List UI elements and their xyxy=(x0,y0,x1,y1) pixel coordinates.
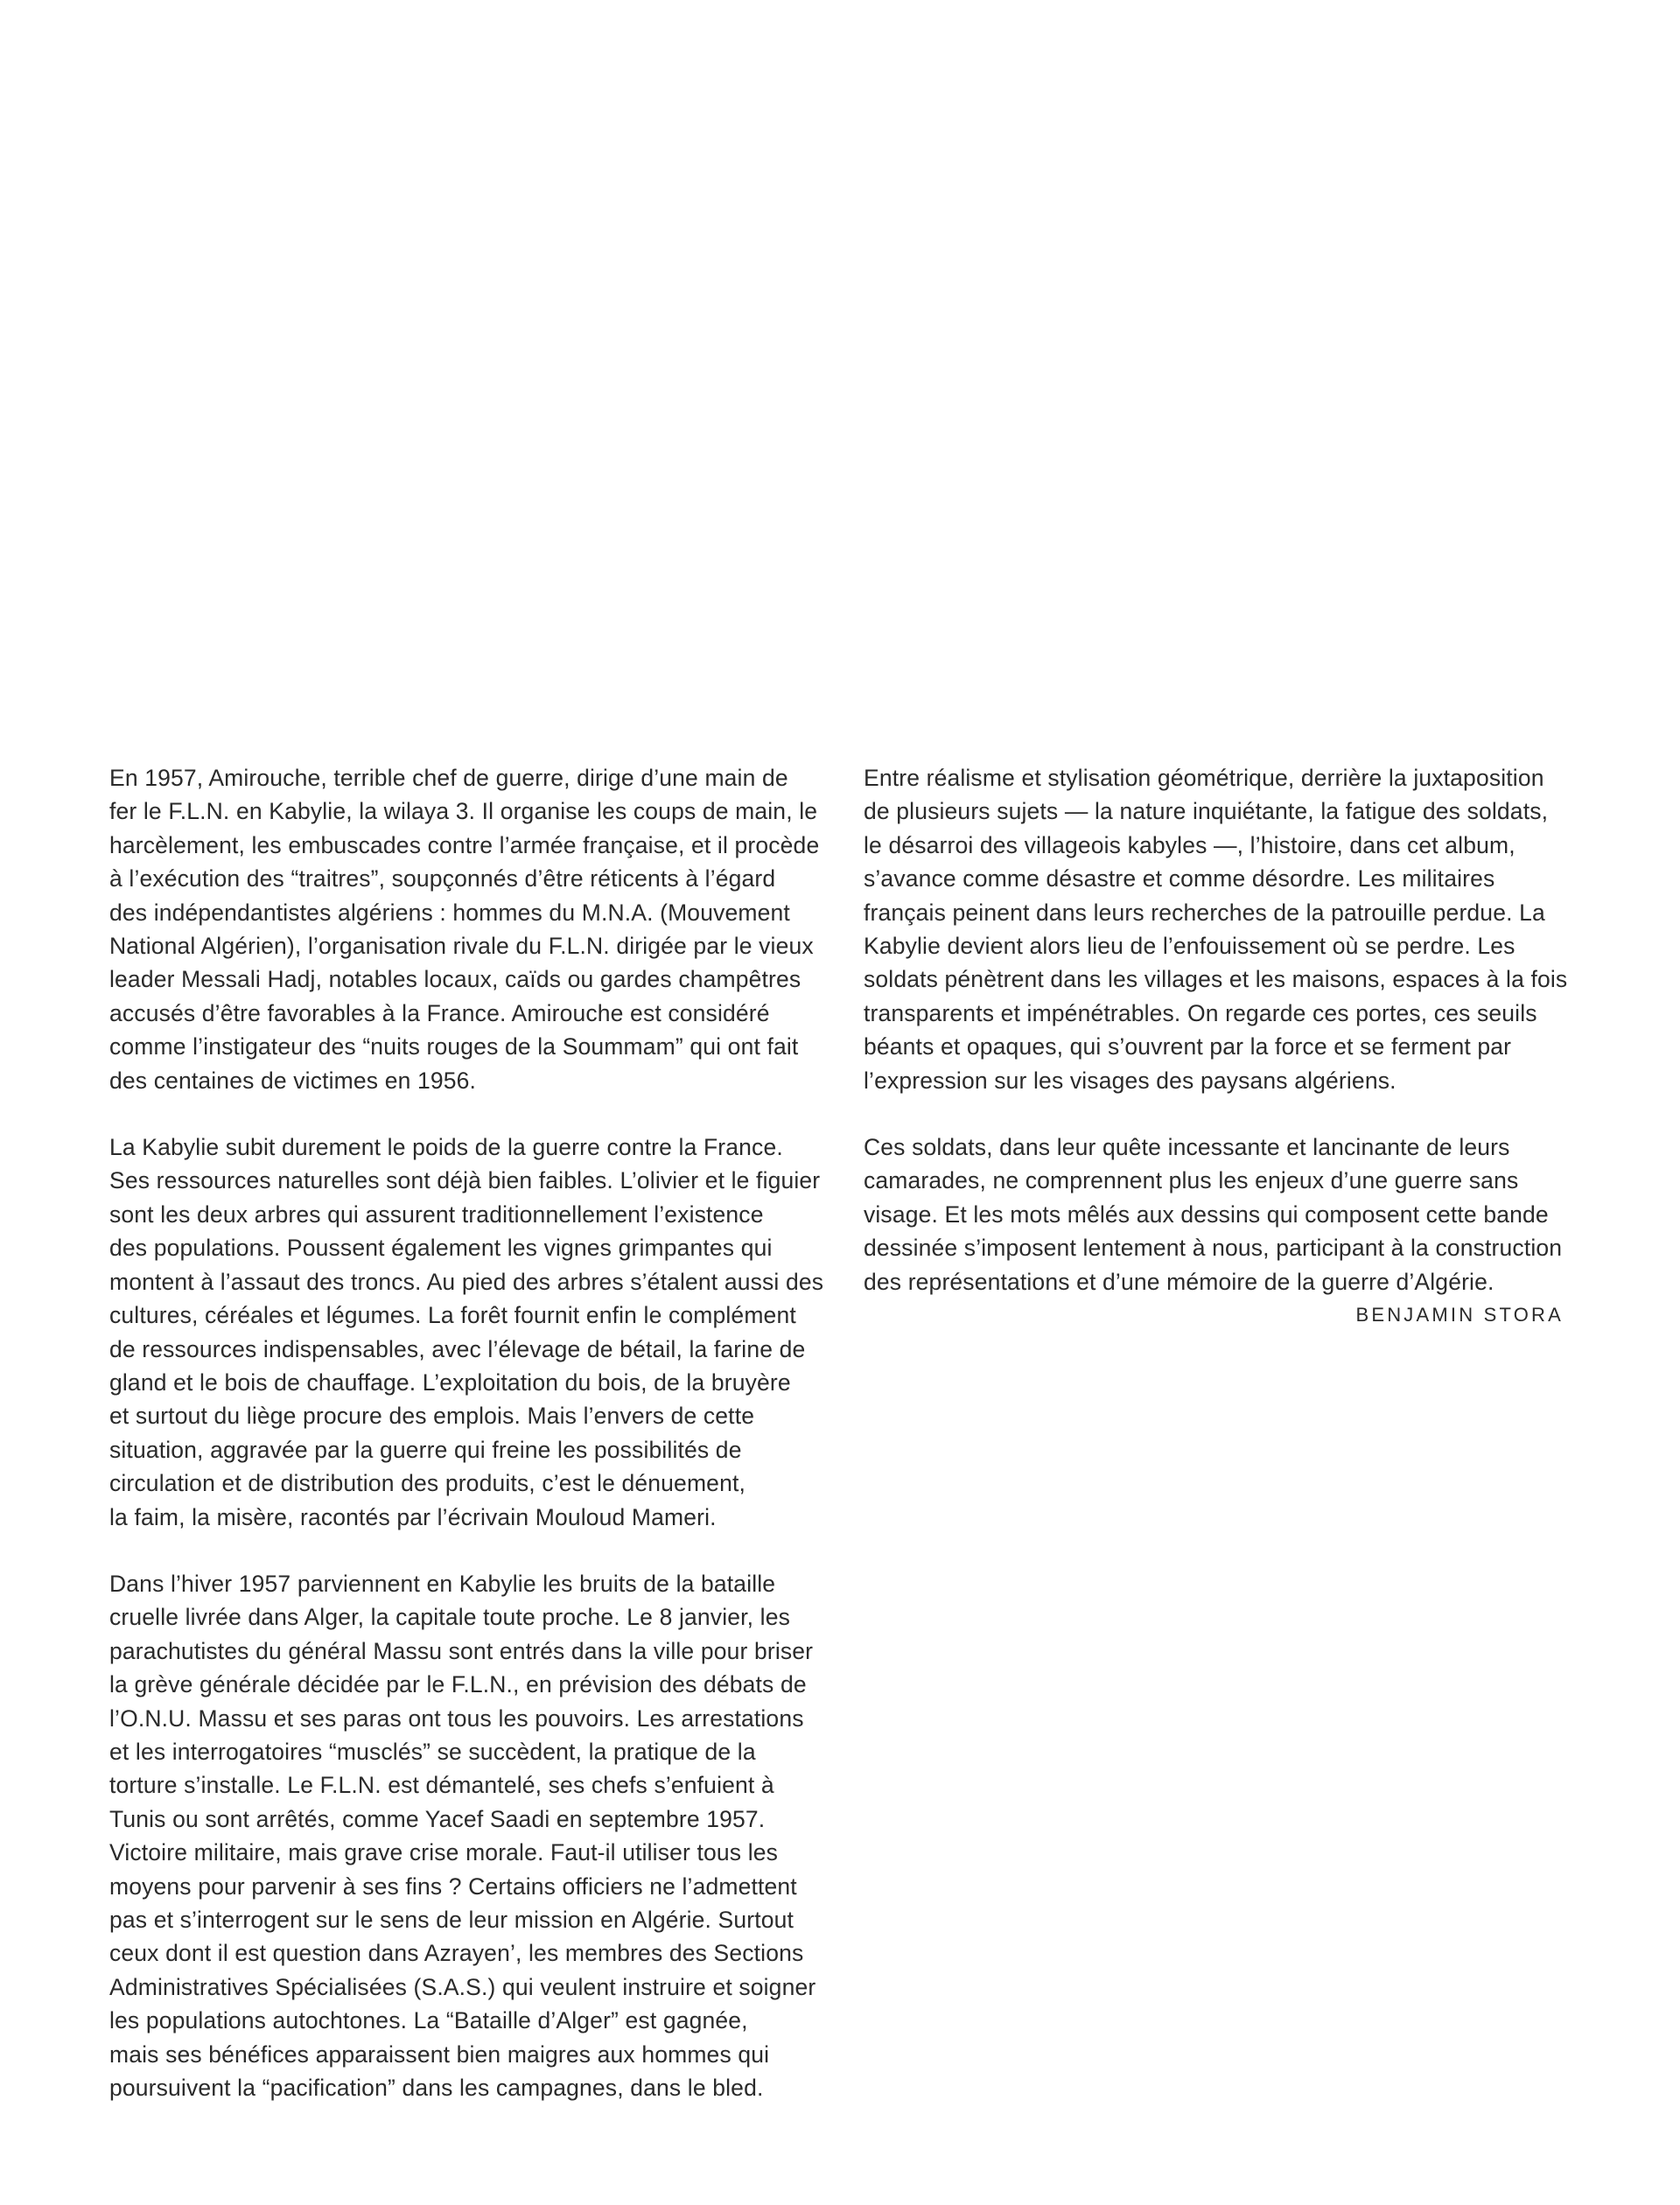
author-signature: BENJAMIN STORA xyxy=(1355,1304,1564,1326)
paragraph-1 xyxy=(109,761,820,1097)
text-line: dessinée s’imposent lentement à nous, participant à la construction xyxy=(864,1235,1563,1262)
text-line: National Algérien), l’organisation rivale du F.L.N. dirigée par le vieux xyxy=(109,933,814,960)
text-line: La Kabylie subit durement le poids de la guerre contre la France. xyxy=(109,1134,783,1161)
text-line: et les interrogatoires “musclés” se succèdent, la pratique de la xyxy=(109,1738,756,1765)
text-line: poursuivent la “pacification” dans les campagnes, dans le bled. xyxy=(109,2075,764,2102)
text-line: Victoire militaire, mais grave crise morale. Faut-il utiliser tous les xyxy=(109,1839,779,1866)
text-line: montent à l’assaut des troncs. Au pied des arbres s’étalent aussi des xyxy=(109,1268,824,1295)
text-line: et surtout du liège procure des emplois. Mais l’envers de cette xyxy=(109,1403,755,1430)
text-line: Ces soldats, dans leur quête incessante et lancinante de leurs xyxy=(864,1134,1510,1161)
text-line: de ressources indispensables, avec l’élevage de bétail, la farine de xyxy=(109,1335,806,1362)
text-line: fer le F.L.N. en Kabylie, la wilaya 3. Il organise les coups de main, le xyxy=(109,798,818,825)
text-line: Dans l’hiver 1957 parviennent en Kabylie les bruits de la bataille xyxy=(109,1570,776,1597)
text-line: leader Messali Hadj, notables locaux, caïds ou gardes champêtres xyxy=(109,966,802,993)
text-line: ceux dont il est question dans Azrayen’, les membres des Sections xyxy=(109,1940,804,1967)
text-line: camarades, ne comprennent plus les enjeux d’une guerre sans xyxy=(864,1167,1519,1194)
text-line: Tunis ou sont arrêtés, comme Yacef Saadi en septembre 1957. xyxy=(109,1805,766,1832)
text-line: situation, aggravée par la guerre qui freine les possibilités de xyxy=(109,1436,742,1463)
text-line: la grève générale décidée par le F.L.N., en prévision des débats de xyxy=(109,1671,807,1698)
text-line: gland et le bois de chauffage. L’exploitation du bois, de la bruyère xyxy=(109,1368,791,1396)
text-line: En 1957, Amirouche, terrible chef de guerre, dirige d’une main de xyxy=(109,765,788,791)
text-line: cultures, céréales et légumes. La forêt fournit enfin le complément xyxy=(109,1302,796,1329)
left-column xyxy=(109,761,824,2138)
text-line: Ses ressources naturelles sont déjà bien faibles. L’olivier et le figuier xyxy=(109,1167,821,1194)
text-line: s’avance comme désastre et comme désordre. Les militaires xyxy=(864,865,1495,892)
text-line: visage. Et les mots mêlés aux dessins qui composent cette bande xyxy=(864,1200,1549,1228)
text-line: des centaines de victimes en 1956. xyxy=(109,1067,477,1094)
text-line: de plusieurs sujets — la nature inquiétante, la fatigue des soldats, xyxy=(864,798,1549,825)
text-line: l’O.N.U. Massu et ses paras ont tous les pouvoirs. Les arrestations xyxy=(109,1704,804,1732)
paragraph-4 xyxy=(864,761,1568,1097)
text-line: béants et opaques, qui s’ouvrent par la force et se ferment par xyxy=(864,1033,1512,1060)
text-line: accusés d’être favorables à la France. Amirouche est considéré xyxy=(109,999,770,1026)
right-column xyxy=(864,761,1568,1333)
text-line: des populations. Poussent également les vignes grimpantes qui xyxy=(109,1235,773,1262)
text-line: mais ses bénéfices apparaissent bien maigres aux hommes qui xyxy=(109,2040,770,2068)
text-line: Administratives Spécialisées (S.A.S.) qui veulent instruire et soigner xyxy=(109,1973,816,2000)
text-line: Entre réalisme et stylisation géométrique, derrière la juxtaposition xyxy=(864,765,1544,791)
text-line: moyens pour parvenir à ses fins ? Certains officiers ne l’admettent xyxy=(109,1872,797,1900)
text-line: soldats pénètrent dans les villages et les maisons, espaces à la fois xyxy=(864,966,1568,993)
text-line: torture s’installe. Le F.L.N. est démantelé, ses chefs s’enfuient à xyxy=(109,1772,774,1799)
text-line: l’expression sur les visages des paysans algériens. xyxy=(864,1067,1396,1094)
text-line: circulation et de distribution des produits, c’est le dénuement, xyxy=(109,1470,746,1497)
text-line: harcèlement, les embuscades contre l’armée française, et il procède xyxy=(109,831,820,858)
paragraph-2 xyxy=(109,1130,824,1534)
text-line: cruelle livrée dans Alger, la capitale toute proche. Le 8 janvier, les xyxy=(109,1604,790,1631)
text-line: comme l’instigateur des “nuits rouges de la Soummam” qui ont fait xyxy=(109,1033,799,1060)
text-line: les populations autochtones. La “Bataille d’Alger” est gagnée, xyxy=(109,2007,748,2034)
paragraph-5 xyxy=(864,1130,1564,1298)
text-line: des représentations et d’une mémoire de la guerre d’Algérie. xyxy=(864,1268,1494,1295)
paragraph-3 xyxy=(109,1567,816,2105)
text-line: français peinent dans leurs recherches de la patrouille perdue. La xyxy=(864,899,1545,926)
text-line: parachutistes du général Massu sont entrés dans la ville pour briser xyxy=(109,1637,814,1664)
text-line: le désarroi des villageois kabyles —, l’histoire, dans cet album, xyxy=(864,831,1516,858)
text-line: sont les deux arbres qui assurent traditionnellement l’existence xyxy=(109,1200,764,1228)
text-line: transparents et impénétrables. On regarde ces portes, ces seuils xyxy=(864,999,1537,1026)
text-line: pas et s’interrogent sur le sens de leur mission en Algérie. Surtout xyxy=(109,1907,794,1933)
text-line: la faim, la misère, racontés par l’écrivain Mouloud Mameri. xyxy=(109,1503,717,1530)
text-line: à l’exécution des “traitres”, soupçonnés d’être réticents à l’égard xyxy=(109,865,776,892)
text-line: Kabylie devient alors lieu de l’enfouissement où se perdre. Les xyxy=(864,933,1516,960)
text-line: des indépendantistes algériens : hommes du M.N.A. (Mouvement xyxy=(109,899,790,926)
